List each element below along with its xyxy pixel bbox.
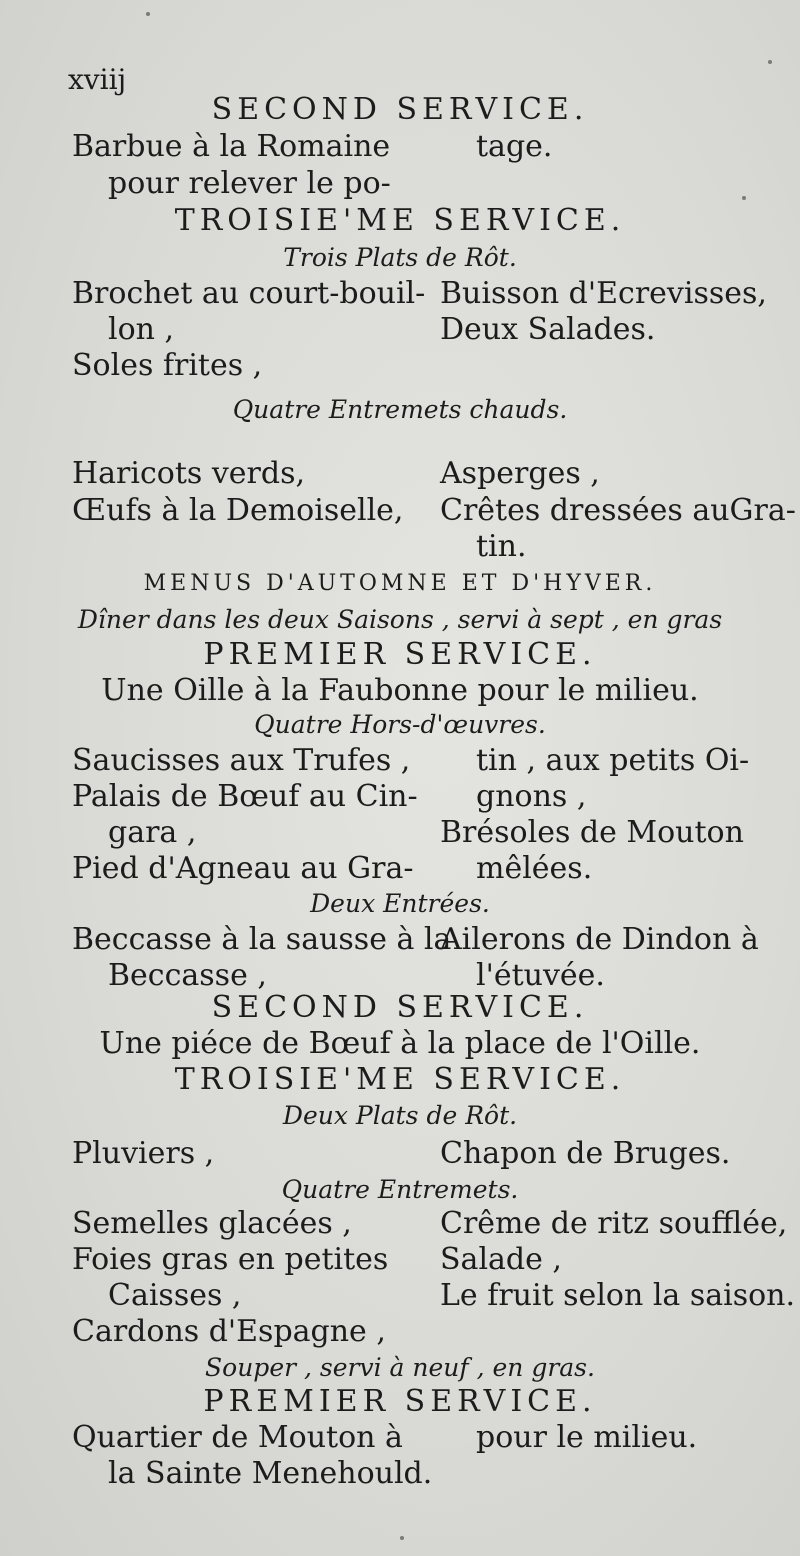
dish-right: tage.	[476, 129, 553, 164]
section-title-menus	[0, 566, 800, 602]
centerpiece-line	[0, 1026, 800, 1062]
menu-line	[0, 851, 800, 887]
menu-line	[0, 276, 800, 312]
dish-right: Crême de ritz soufflée,	[440, 1206, 788, 1241]
centerpiece-line	[0, 673, 800, 709]
heading-troisieme-service	[0, 1062, 800, 1098]
heading-text: TROISIE'ME SERVICE.	[174, 203, 626, 238]
subheading-text: Deux Entrées.	[310, 889, 490, 918]
dish-left: Beccasse ,	[108, 958, 267, 993]
dish-left: Pied d'Agneau au Gra-	[72, 851, 414, 886]
menu-line	[0, 779, 800, 815]
menu-line	[0, 1314, 800, 1350]
subheading-text: Quatre Hors-d'œuvres.	[254, 710, 546, 739]
subheading	[0, 886, 800, 922]
heading-text: SECOND SERVICE.	[211, 92, 589, 127]
menu-line	[0, 1456, 800, 1492]
dish-left: Cardons d'Espagne ,	[72, 1314, 386, 1349]
subheading	[0, 240, 800, 276]
menu-line	[0, 493, 800, 529]
print-speck	[146, 12, 150, 16]
subheading-text: Quatre Entremets chauds.	[232, 395, 568, 424]
menu-line	[0, 529, 800, 565]
dish-left: Haricots verds,	[72, 456, 306, 491]
print-speck	[400, 1536, 404, 1540]
heading-premier-service	[0, 1384, 800, 1420]
heading-text: PREMIER SERVICE.	[203, 637, 597, 672]
centerpiece-text: Une Oille à la Faubonne pour le milieu.	[101, 673, 699, 708]
menu-line	[0, 1420, 800, 1456]
print-speck	[768, 60, 772, 64]
subheading-text: Deux Plats de Rôt.	[282, 1101, 518, 1130]
menu-line	[0, 348, 800, 384]
dish-right: Asperges ,	[440, 456, 600, 491]
dish-right: pour le milieu.	[476, 1420, 698, 1455]
heading-premier-service	[0, 637, 800, 673]
dish-left: pour relever le po-	[108, 166, 391, 201]
subheading-text: Trois Plats de Rôt.	[283, 243, 517, 272]
meal-description	[0, 1350, 800, 1386]
dish-right: mêlées.	[476, 851, 593, 886]
subheading	[0, 707, 800, 743]
dish-left: Soles frites ,	[72, 348, 263, 383]
menu-line	[0, 922, 800, 958]
dish-left: la Sainte Menehould.	[108, 1456, 433, 1491]
dish-left: Pluviers ,	[72, 1136, 215, 1171]
dish-left: Beccasse à la sausse à la	[72, 922, 452, 957]
heading-troisieme-service	[0, 203, 800, 239]
dish-left: lon ,	[108, 312, 175, 347]
centerpiece-text: Une piéce de Bœuf à la place de l'Oille.	[99, 1026, 701, 1061]
menu-line	[0, 1278, 800, 1314]
menu-line	[0, 129, 800, 165]
dish-right: tin , aux petits Oi-	[476, 743, 750, 778]
heading-text: SECOND SERVICE.	[211, 990, 589, 1025]
dish-right: gnons ,	[476, 779, 587, 814]
dish-left: Barbue à la Romaine	[72, 129, 391, 164]
heading-second-service	[0, 990, 800, 1026]
section-title-text: MENUS D'AUTOMNE ET D'HYVER.	[143, 571, 657, 596]
dish-right: Buisson d'Ecrevisses,	[440, 276, 767, 311]
menu-line	[0, 166, 800, 202]
dish-left: Semelles glacées ,	[72, 1206, 352, 1241]
heading-second-service	[0, 92, 800, 128]
dish-left: Œufs à la Demoiselle,	[72, 493, 404, 528]
page-number: xviij	[68, 63, 127, 96]
menu-line	[0, 456, 800, 492]
dish-left: Caisses ,	[108, 1278, 242, 1313]
menu-line	[0, 815, 800, 851]
menu-line	[0, 1242, 800, 1278]
heading-text: PREMIER SERVICE.	[203, 1384, 597, 1419]
meal-description	[0, 602, 800, 638]
meal-description-text: Dîner dans les deux Saisons , servi à sept , en gras	[77, 605, 723, 634]
dish-right: Deux Salades.	[440, 312, 656, 347]
subheading	[0, 1172, 800, 1208]
dish-left: Palais de Bœuf au Cin-	[72, 779, 418, 814]
heading-text: TROISIE'ME SERVICE.	[174, 1062, 626, 1097]
menu-line	[0, 1206, 800, 1242]
dish-left: Saucisses aux Trufes ,	[72, 743, 411, 778]
menu-line	[0, 958, 800, 994]
subheading	[0, 392, 800, 428]
dish-right: Brésoles de Mouton	[440, 815, 744, 850]
menu-line	[0, 312, 800, 348]
dish-right: Le fruit selon la saison.	[440, 1278, 796, 1313]
subheading	[0, 1098, 800, 1134]
dish-left: Foies gras en petites	[72, 1242, 389, 1277]
subheading-text: Quatre Entremets.	[281, 1175, 519, 1204]
dish-right: Crêtes dressées auGra-	[440, 493, 796, 528]
menu-line	[0, 743, 800, 779]
dish-left: gara ,	[108, 815, 197, 850]
menu-line	[0, 1136, 800, 1172]
dish-right: Salade ,	[440, 1242, 562, 1277]
dish-right: tin.	[476, 529, 527, 564]
dish-right: Chapon de Bruges.	[440, 1136, 731, 1171]
dish-right: Ailerons de Dindon à	[440, 922, 759, 957]
dish-left: Brochet au court-bouil-	[72, 276, 426, 311]
dish-right: l'étuvée.	[476, 958, 605, 993]
meal-description-text: Souper , servi à neuf , en gras.	[205, 1353, 595, 1382]
dish-left: Quartier de Mouton à	[72, 1420, 403, 1455]
